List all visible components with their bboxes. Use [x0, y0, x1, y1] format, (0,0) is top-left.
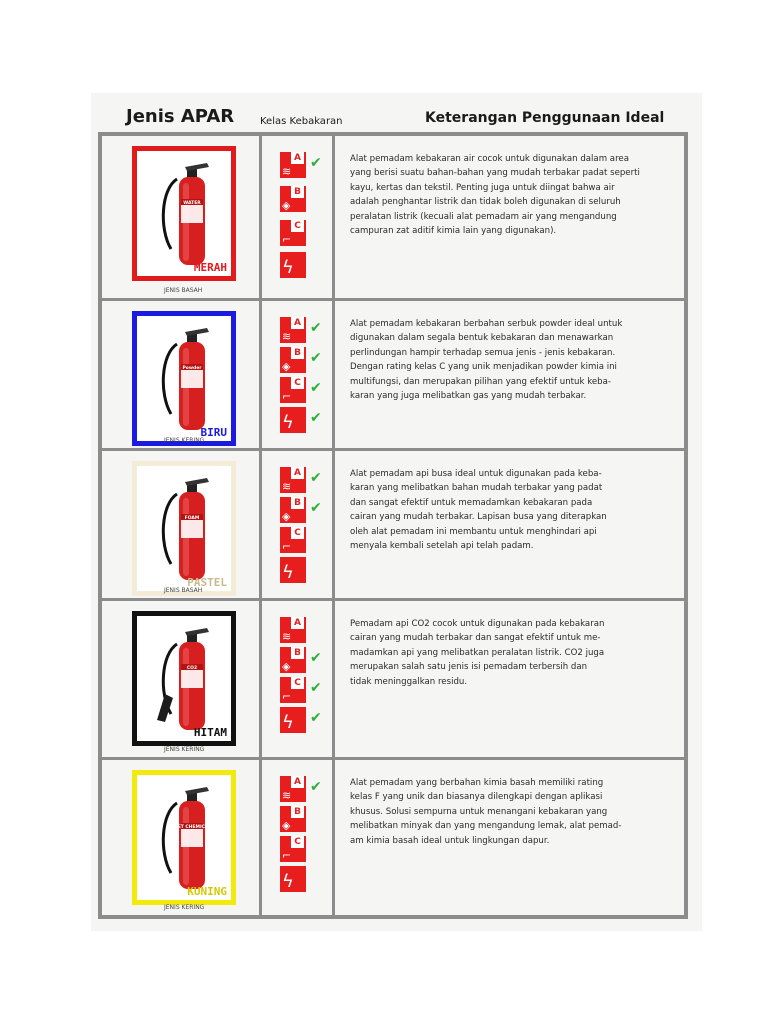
fire-extinguisher-image — [155, 624, 225, 734]
pictogram-glyph: ≋ — [282, 789, 292, 802]
apar-row — [102, 757, 684, 915]
fire-class-item — [280, 497, 330, 523]
fire-extinguisher-image — [155, 324, 225, 434]
usage-description: Pemadam api CO2 cocok untuk digunakan pada kebakaran cairan yang mudah terbakar dan sangat efektif untuk me- madamkan api yang melibatkan peralatan listrik. CO2 juga merupakan salah satu jenis isi pemadam terbersih dan tidak meninggalkan residu. — [350, 619, 605, 687]
photo-cell — [102, 760, 259, 915]
fire-class-item — [280, 152, 330, 178]
extinguisher-label-text: CO2 — [186, 666, 198, 671]
fire-class-cell — [262, 760, 332, 915]
column-header-jenis-apar: Jenis APAR — [126, 106, 235, 127]
pictogram-glyph: ⌐ — [282, 849, 292, 862]
fire-class-a-icon — [280, 152, 306, 178]
fire-class-item — [280, 407, 330, 433]
fire-class-letter: C — [291, 527, 304, 539]
fire-class-item — [280, 220, 330, 246]
pictogram-glyph: ≋ — [282, 480, 292, 493]
fire-class-item — [280, 836, 330, 862]
usage-description: Alat pemadam kebakaran air cocok untuk digunakan dalam area yang berisi suatu bahan-bahan yang mudah terbakar padat seperti kayu, kertas dan tekstil. Penting juga untuk diingat bahwa air adalah penghantar listrik dan tidak boleh digunakan di seluruh peralatan listrik (kecuali alat pemadam air yang mengandung campuran zat aditif kimia lain yang digunakan). — [350, 154, 640, 237]
fire-class-item — [280, 317, 330, 343]
pictogram-glyph: ≋ — [282, 165, 292, 178]
check-icon: ✔ — [310, 380, 322, 396]
extinguisher-label-text: Powder — [182, 366, 202, 371]
usage-description: Alat pemadam yang berbahan kimia basah memiliki rating kelas F yang unik dan biasanya dilengkapi dengan aplikasi khusus. Solusi sempurna untuk menangani kebakaran yang melibatkan minyak dan yang mengandung lemak, alat pemad- am kimia basah ideal untuk lingkungan dapur. — [350, 778, 622, 846]
color-label: BIRU — [200, 426, 227, 439]
fire-class-item — [280, 707, 330, 733]
pictogram-glyph: ◈ — [282, 819, 291, 832]
extinguisher-photo-frame — [132, 461, 236, 596]
column-header-kelas-kebakaran: Kelas Kebakaran — [260, 116, 343, 127]
fire-class-a-icon — [280, 467, 306, 493]
fire-class-item — [280, 776, 330, 802]
fire-class-b-icon — [280, 497, 306, 523]
check-icon: ✔ — [310, 710, 322, 726]
fire-class-letter: A — [291, 467, 304, 479]
fire-class-c-icon — [280, 527, 306, 553]
fire-class-item — [280, 527, 330, 553]
pictogram-glyph: ◈ — [282, 360, 291, 373]
fire-class-c-icon — [280, 836, 306, 862]
fire-class-electrical-icon — [280, 407, 306, 433]
fire-class-a-icon — [280, 617, 306, 643]
fire-class-letter: C — [291, 220, 304, 232]
pictogram-glyph: ◈ — [282, 199, 291, 212]
apar-row — [102, 598, 684, 757]
fire-class-cell — [262, 601, 332, 757]
fire-class-electrical-icon — [280, 252, 306, 278]
description-cell — [335, 760, 684, 915]
extinguisher-photo-frame — [132, 611, 236, 746]
description-cell — [335, 451, 684, 598]
usage-description: Alat pemadam api busa ideal untuk digunakan pada keba- karan yang melibatkan bahan mudah terbakar yang padat dan sangat efektif untuk memadamkan kebakaran pada cairan yang mudah terbakar. Lapisan busa yang diterapkan oleh alat pemadam ini membantu untuk menghindari api menyala kembali setelah api telah padam. — [350, 469, 607, 552]
color-label: KUNING — [187, 885, 227, 898]
fire-class-item — [280, 377, 330, 403]
fire-class-letter: B — [291, 497, 304, 509]
fire-class-letter: B — [291, 347, 304, 359]
fire-class-a-icon — [280, 317, 306, 343]
fire-extinguisher-image — [155, 783, 225, 893]
fire-class-letter: C — [291, 836, 304, 848]
fire-class-item — [280, 647, 330, 673]
color-label: HITAM — [193, 726, 227, 739]
description-cell — [335, 136, 684, 298]
fire-class-electrical-icon — [280, 866, 306, 892]
fire-class-c-icon — [280, 677, 306, 703]
extinguisher-photo-frame — [132, 311, 236, 446]
fire-class-cell — [262, 301, 332, 448]
pictogram-glyph: ϟ — [282, 871, 294, 892]
pictogram-glyph: ϟ — [282, 412, 294, 433]
fire-class-b-icon — [280, 806, 306, 832]
pictogram-glyph: ≋ — [282, 630, 292, 643]
fire-class-letter: C — [291, 677, 304, 689]
fire-class-a-icon — [280, 776, 306, 802]
apar-row — [102, 448, 684, 598]
photo-cell — [102, 301, 259, 448]
pictogram-glyph: ϟ — [282, 257, 294, 278]
check-icon: ✔ — [310, 320, 322, 336]
check-icon: ✔ — [310, 779, 322, 795]
pictogram-glyph: ϟ — [282, 712, 294, 733]
column-header-keterangan: Keterangan Penggunaan Ideal — [425, 110, 665, 126]
fire-class-b-icon — [280, 647, 306, 673]
fire-class-item — [280, 252, 330, 278]
jenis-label: JENIS KERING — [164, 746, 205, 753]
photo-cell — [102, 451, 259, 598]
fire-class-letter: A — [291, 617, 304, 629]
check-icon: ✔ — [310, 650, 322, 666]
pictogram-glyph: ◈ — [282, 510, 291, 523]
fire-class-b-icon — [280, 347, 306, 373]
fire-class-item — [280, 186, 330, 212]
fire-class-letter: C — [291, 377, 304, 389]
fire-extinguisher-image — [155, 474, 225, 584]
description-cell — [335, 301, 684, 448]
fire-class-item — [280, 677, 330, 703]
fire-class-item — [280, 467, 330, 493]
extinguisher-label-text: WET CHEMICAL — [172, 825, 212, 830]
jenis-label: JENIS KERING — [164, 437, 205, 444]
check-icon: ✔ — [310, 350, 322, 366]
fire-class-b-icon — [280, 186, 306, 212]
fire-class-letter: B — [291, 647, 304, 659]
pictogram-glyph: ⌐ — [282, 233, 292, 246]
fire-class-cell — [262, 136, 332, 298]
pictogram-glyph: ◈ — [282, 660, 291, 673]
apar-row — [102, 298, 684, 448]
check-icon: ✔ — [310, 500, 322, 516]
description-cell — [335, 601, 684, 757]
check-icon: ✔ — [310, 410, 322, 426]
jenis-label: JENIS KERING — [164, 904, 205, 911]
color-label: MERAH — [193, 261, 227, 274]
fire-class-item — [280, 617, 330, 643]
pictogram-glyph: ⌐ — [282, 540, 292, 553]
pictogram-glyph: ≋ — [282, 330, 292, 343]
fire-extinguisher-image — [155, 159, 225, 269]
fire-class-letter: B — [291, 806, 304, 818]
jenis-label: JENIS BASAH — [164, 287, 203, 294]
fire-class-letter: A — [291, 152, 304, 164]
usage-description: Alat pemadam kebakaran berbahan serbuk powder ideal untuk digunakan dalam segala bentuk kebakaran dan menawarkan perlindungan hampir terhadap semua jenis - jenis kebakaran. Dengan rating kelas C yang unik menjadikan powder kimia ini multifungsi, dan merupakan pilihan yang efektif untuk keba- karan yang juga melibatkan gas yang mudah terbakar. — [350, 319, 623, 402]
fire-class-letter: A — [291, 776, 304, 788]
color-label: PASTEL — [187, 576, 227, 589]
fire-class-electrical-icon — [280, 707, 306, 733]
jenis-label: JENIS BASAH — [164, 587, 203, 594]
pictogram-glyph: ϟ — [282, 562, 294, 583]
pictogram-glyph: ⌐ — [282, 390, 292, 403]
fire-class-item — [280, 347, 330, 373]
photo-cell — [102, 136, 259, 298]
fire-class-cell — [262, 451, 332, 598]
fire-class-item — [280, 806, 330, 832]
apar-row — [102, 136, 684, 298]
fire-class-letter: B — [291, 186, 304, 198]
pictogram-glyph: ⌐ — [282, 690, 292, 703]
fire-class-item — [280, 866, 330, 892]
extinguisher-photo-frame — [132, 146, 236, 281]
check-icon: ✔ — [310, 680, 322, 696]
extinguisher-label-text: WATER — [183, 201, 201, 206]
fire-class-c-icon — [280, 220, 306, 246]
fire-class-letter: A — [291, 317, 304, 329]
photo-cell — [102, 601, 259, 757]
extinguisher-label-text: FOAM — [184, 516, 200, 521]
extinguisher-photo-frame — [132, 770, 236, 905]
fire-class-item — [280, 557, 330, 583]
apar-table — [98, 132, 688, 919]
fire-class-c-icon — [280, 377, 306, 403]
check-icon: ✔ — [310, 470, 322, 486]
check-icon: ✔ — [310, 155, 322, 171]
fire-class-electrical-icon — [280, 557, 306, 583]
